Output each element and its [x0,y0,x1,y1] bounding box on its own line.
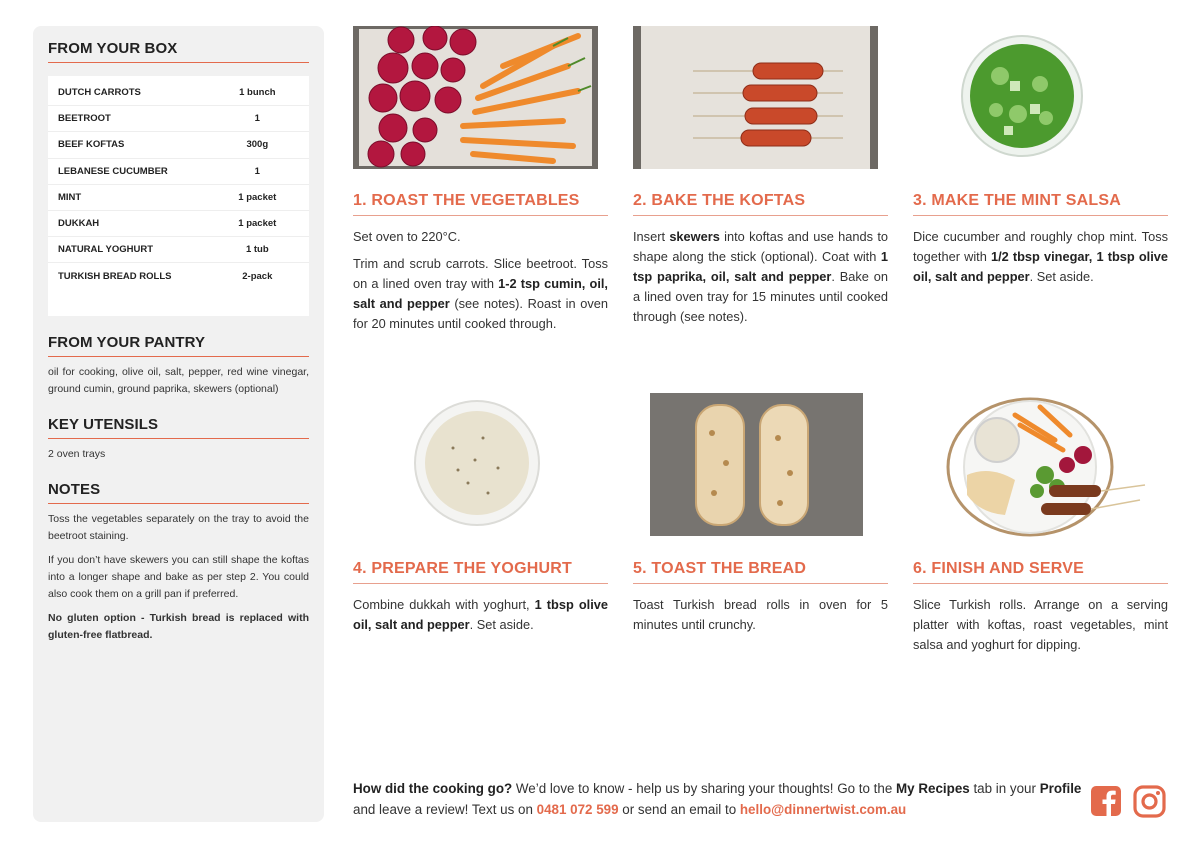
from-your-box-title: FROM YOUR BOX [48,40,309,63]
koftas-photo [633,26,878,169]
step-paragraph [353,254,608,334]
ingredient-row [48,132,309,158]
utensils-section [48,416,309,463]
accent-run[interactable]: 0481 072 599 [536,802,619,817]
ingredient-name: BEETROOT [58,113,111,125]
ingredient-qty: 1 bunch [239,87,276,99]
bold-run: How did the cooking go? [353,781,513,796]
ingredient-qty: 1 packet [238,218,277,230]
notes-title: NOTES [48,481,309,504]
note-paragraph: If you don’t have skewers you can still shape the koftas into a longer shape and bake as per step 2. You could also cook them on a grill pan if preferred. [48,553,309,600]
ingredient-qty: 1 tub [245,244,269,256]
step-5 [633,560,888,635]
bold-run: 1 tsp paprika, oil, salt and pepper [633,249,888,284]
bold-run: My Recipes [896,781,970,796]
bold-run: 1 tbsp olive oil, salt and pepper [353,597,608,632]
ingredient-qty: 1 [254,113,260,125]
ingredient-name: TURKISH BREAD ROLLS [58,270,172,282]
text-run: We’d love to know - help us by sharing your thoughts! Go to the [512,781,897,796]
pantry-section [48,334,309,398]
bold-run: 1-2 tsp cumin, oil, salt and pepper [353,276,608,311]
ingredient-qty: 1 packet [238,191,277,203]
ingredient-row [48,106,309,132]
step-4 [353,560,608,635]
accent-run[interactable]: hello@dinnertwist.com.au [739,802,907,817]
step-3 [913,192,1168,287]
step-6 [913,560,1168,655]
text-run: Combine dukkah with yoghurt, [353,597,535,612]
text-run: Trim and scrub carrots. Slice beetroot. Toss on a lined oven tray with [353,256,608,291]
text-run: . Bake on a lined oven tray for 15 minutes until cooked through (see notes). [633,269,888,324]
ingredient-name: BEEF KOFTAS [58,139,125,151]
step-title: 4. PREPARE THE YOGHURT [353,560,608,584]
mint-salsa-photo [960,26,1084,169]
ingredient-name: DUKKAH [58,218,100,230]
step-title: 3. MAKE THE MINT SALSA [913,192,1168,216]
yoghurt-photo [413,398,541,528]
step-paragraph [353,595,608,635]
step-paragraph [913,227,1168,287]
text-run: Toast Turkish bread rolls in oven for 5 minutes until crunchy. [633,597,888,632]
finished-dish-photo [945,395,1150,538]
facebook-icon [1090,785,1122,817]
ingredient-qty: 300g [246,139,269,151]
step-paragraph [633,595,888,635]
notes-section [48,481,309,644]
ingredient-row [48,211,309,237]
instagram-icon [1133,785,1166,818]
sidebar [33,26,324,822]
feedback-footer [353,778,1083,820]
ingredient-row [48,263,309,289]
step-body [913,227,1168,287]
text-run: Dice cucumber and roughly chop mint. Toss together with [913,229,1168,264]
bold-run: skewers [669,229,720,244]
ingredient-row [48,159,309,185]
ingredient-row [48,237,309,263]
step-1 [353,192,608,334]
text-run: into koftas and use hands to shape along the stick (optional). Coat with [633,229,888,264]
step-body [353,227,608,334]
text-run: tab in your [969,781,1040,796]
pantry-text: oil for cooking, olive oil, salt, pepper, red wine vinegar, ground cumin, ground paprika, skewers (optional) [48,365,309,395]
step-paragraph [353,227,608,247]
step-paragraph [633,227,888,327]
step-body [633,595,888,635]
text-run: (see notes). Roast in oven for 20 minutes until cooked through. [353,296,608,331]
from-your-box-section [48,40,309,316]
ingredient-qty: 1 [254,165,260,177]
step-title: 1. ROAST THE VEGETABLES [353,192,608,216]
bold-run: Profile [1039,781,1082,796]
step-title: 2. BAKE THE KOFTAS [633,192,888,216]
text-run: and leave a review! Text us on [353,802,537,817]
step-body [633,227,888,327]
step-body [353,595,608,635]
step-body [913,595,1168,655]
ingredient-qty: 2-pack [242,270,273,282]
bold-run: 1/2 tbsp vinegar, 1 tbsp olive oil, salt and pepper [913,249,1168,284]
ingredient-row [48,185,309,211]
ingredient-name: LEBANESE CUCUMBER [58,165,168,177]
gluten-note: No gluten option - Turkish bread is replaced with gluten-free flatbread. [48,611,309,641]
text-run: or send an email to [618,802,740,817]
instagram-link[interactable] [1133,785,1166,823]
step-2 [633,192,888,327]
step-title: 5. TOAST THE BREAD [633,560,888,584]
ingredient-name: DUTCH CARROTS [58,87,141,99]
toasted-bread-photo [650,393,863,536]
facebook-link[interactable] [1090,785,1122,822]
text-run: Set oven to 220°C. [353,229,461,244]
step-title: 6. FINISH AND SERVE [913,560,1168,584]
ingredient-row [48,80,309,106]
roast-vegetables-photo [353,26,598,169]
ingredient-name: MINT [58,191,82,203]
ingredient-name: NATURAL YOGHURT [58,244,153,256]
text-run: Insert [633,229,670,244]
note-paragraph: Toss the vegetables separately on the tray to avoid the beetroot staining. [48,512,309,542]
text-run: Slice Turkish rolls. Arrange on a serving platter with koftas, roast vegetables, mint salsa and yoghurt for dipping. [913,597,1168,652]
utensils-text: 2 oven trays [48,447,106,460]
pantry-title: FROM YOUR PANTRY [48,334,309,357]
utensils-title: KEY UTENSILS [48,416,309,439]
text-run: . Set aside. [469,617,534,632]
step-paragraph [913,595,1168,655]
text-run: . Set aside. [1029,269,1094,284]
ingredients-table [48,76,309,316]
